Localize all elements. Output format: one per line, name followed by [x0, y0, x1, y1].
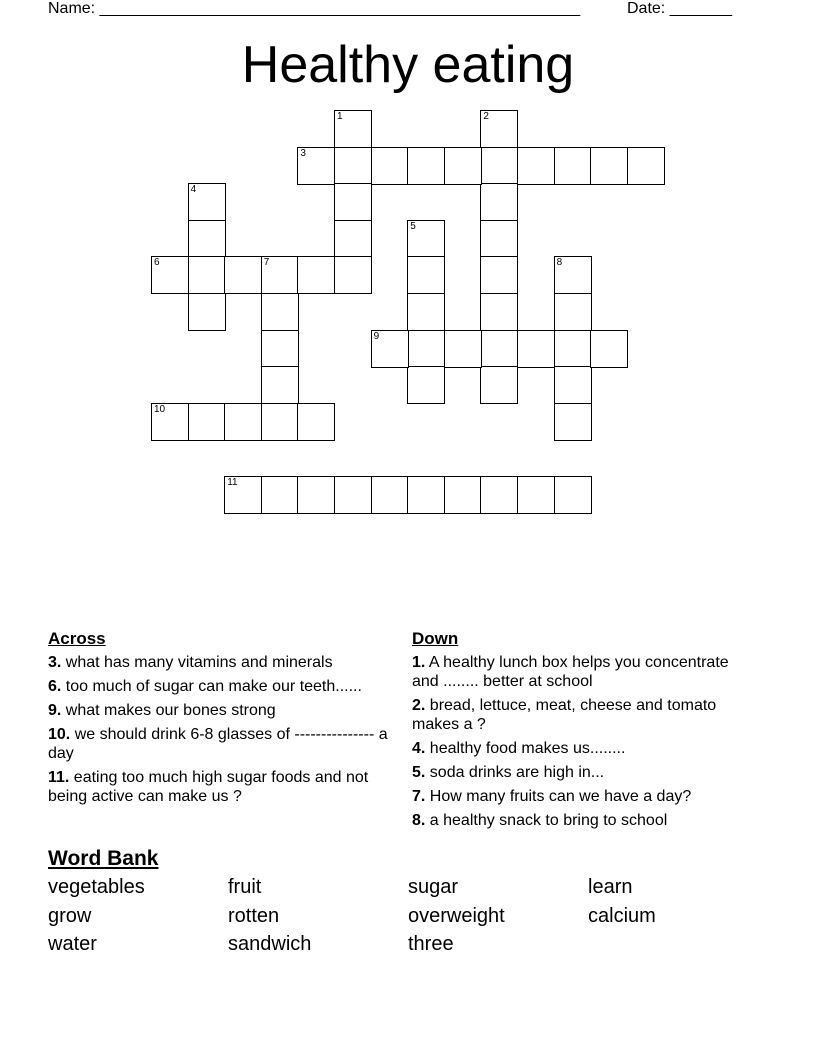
clue-item — [48, 677, 393, 696]
word-bank-item: grow — [48, 904, 92, 927]
word-bank — [48, 846, 768, 959]
crossword-cell[interactable] — [627, 147, 665, 185]
crossword-cell[interactable] — [407, 147, 445, 185]
crossword-cell[interactable] — [407, 256, 445, 294]
crossword-cell[interactable] — [297, 147, 335, 185]
crossword-cell[interactable] — [517, 330, 555, 368]
crossword-cell[interactable] — [590, 147, 628, 185]
crossword-cell[interactable] — [554, 330, 592, 368]
crossword-cell[interactable] — [261, 256, 299, 294]
clue-item-text: too much of sugar can make our teeth...... — [61, 678, 362, 695]
clue-item-text: eating too much high sugar foods and not being active can make us ? — [48, 769, 369, 805]
crossword-cell[interactable] — [334, 183, 372, 221]
crossword-cell[interactable] — [554, 366, 592, 404]
word-bank-heading: Word Bank — [48, 847, 159, 870]
crossword-cell[interactable] — [334, 220, 372, 258]
crossword-cell[interactable] — [297, 403, 335, 441]
clue-item-number: 6. — [48, 678, 62, 695]
clue-item-number: 5. — [412, 764, 426, 781]
clue-item-number: 10. — [48, 726, 71, 743]
word-bank-item: vegetables — [48, 876, 145, 898]
crossword-cell[interactable] — [407, 293, 445, 331]
word-bank-item: overweight — [408, 904, 505, 927]
clue-item-number: 3. — [48, 654, 62, 671]
crossword-cell[interactable] — [371, 330, 409, 368]
crossword-cell[interactable] — [590, 330, 628, 368]
crossword-cell[interactable] — [480, 293, 518, 331]
crossword-cell[interactable] — [261, 293, 299, 331]
clue-number: 8 — [556, 257, 563, 269]
clue-item — [48, 725, 393, 763]
crossword-cell[interactable] — [407, 220, 445, 258]
clue-item-number: 8. — [412, 812, 426, 829]
crossword-cell[interactable] — [480, 220, 518, 258]
crossword-cell[interactable] — [480, 256, 518, 294]
crossword-cell[interactable] — [407, 476, 445, 514]
name-field-label: Name: ______________________________________________________ — [48, 0, 581, 17]
word-bank-item: rotten — [228, 904, 280, 927]
crossword-cell[interactable] — [444, 476, 482, 514]
clue-number: 6 — [154, 257, 160, 269]
clue-number: 11 — [227, 477, 238, 488]
across-heading: Across — [48, 629, 106, 648]
clue-number: 5 — [410, 220, 416, 232]
crossword-cell[interactable] — [407, 330, 445, 368]
clue-item — [412, 787, 752, 806]
clue-item-text: healthy food makes us........ — [425, 740, 626, 757]
clue-number: 7 — [263, 257, 270, 269]
clue-item-number: 1. — [412, 654, 426, 671]
clue-item-text: A healthy lunch box helps you concentrate and ........ better at school — [412, 654, 729, 690]
crossword-cell[interactable] — [188, 293, 226, 331]
page-title: Healthy eating — [241, 36, 575, 94]
down-heading: Down — [412, 629, 459, 648]
crossword-cell[interactable] — [444, 330, 482, 368]
crossword-cell[interactable] — [188, 183, 226, 221]
crossword-cell[interactable] — [480, 330, 518, 368]
down-clues — [412, 628, 752, 835]
clue-item-text: bread, lettuce, meat, cheese and tomato makes a ? — [412, 697, 717, 733]
clue-item-number: 11. — [48, 769, 70, 786]
down-clue-list — [412, 653, 752, 830]
clue-number: 2 — [483, 111, 489, 122]
word-bank-item: learn — [588, 876, 633, 898]
crossword-cell[interactable] — [188, 256, 226, 294]
clue-item — [412, 763, 752, 782]
crossword-cell[interactable] — [554, 403, 592, 441]
word-bank-grid — [48, 873, 768, 959]
clue-item-number: 4. — [412, 740, 426, 757]
crossword-cell[interactable] — [554, 293, 592, 331]
clue-number: 10 — [154, 403, 166, 415]
word-bank-item: three — [408, 933, 454, 955]
clue-item — [48, 653, 393, 672]
crossword-cell[interactable] — [261, 476, 299, 514]
crossword-cell[interactable] — [151, 403, 189, 441]
crossword-cell[interactable] — [554, 476, 592, 514]
crossword-cell[interactable] — [224, 476, 262, 514]
clue-number: 4 — [190, 184, 197, 196]
clue-item-text: How many fruits can we have a day? — [425, 788, 692, 805]
crossword-cell[interactable] — [261, 330, 299, 368]
clue-item-number: 7. — [412, 788, 426, 805]
crossword-cell[interactable] — [224, 256, 262, 294]
clue-item-text: what makes our bones strong — [61, 702, 276, 719]
crossword-cell[interactable] — [554, 147, 592, 185]
clue-number: 1 — [337, 111, 343, 122]
clue-item-number: 9. — [48, 702, 62, 719]
crossword-cell[interactable] — [480, 183, 518, 221]
word-bank-item: water — [48, 933, 97, 955]
clue-item — [412, 696, 752, 734]
clue-number: 3 — [300, 147, 306, 159]
clue-item — [412, 653, 752, 691]
crossword-cell[interactable] — [480, 110, 518, 148]
across-clue-list — [48, 653, 393, 806]
across-clues — [48, 628, 393, 811]
clue-item — [48, 701, 393, 720]
crossword-cell[interactable] — [188, 403, 226, 441]
crossword-cell[interactable] — [480, 476, 518, 514]
clue-item — [48, 768, 393, 806]
crossword-cell[interactable] — [297, 476, 335, 514]
crossword-cell[interactable] — [480, 366, 518, 404]
word-bank-item: sugar — [408, 876, 459, 898]
crossword-cell[interactable] — [297, 256, 335, 294]
crossword-cell[interactable] — [261, 366, 299, 404]
crossword-cell[interactable] — [517, 147, 555, 185]
crossword-cell[interactable] — [224, 403, 262, 441]
crossword-cell[interactable] — [517, 476, 555, 514]
clue-item-text: soda drinks are high in... — [425, 764, 605, 781]
crossword-cell[interactable] — [334, 256, 372, 294]
crossword-cell[interactable] — [261, 403, 299, 441]
clue-item-text: we should drink 6-8 glasses of --------------- a day — [48, 726, 388, 762]
crossword-cell[interactable] — [188, 220, 226, 258]
word-bank-item: calcium — [588, 904, 656, 927]
crossword-cell[interactable] — [334, 110, 372, 148]
crossword-cell[interactable] — [444, 147, 482, 185]
crossword-cell[interactable] — [371, 147, 409, 185]
date-field-label: Date: _______ — [627, 0, 732, 17]
crossword-cell[interactable] — [334, 147, 372, 185]
word-bank-item: sandwich — [228, 933, 312, 955]
crossword-cell[interactable] — [407, 366, 445, 404]
clue-item-text: a healthy snack to bring to school — [425, 812, 668, 829]
clue-item-number: 2. — [412, 697, 426, 714]
clue-item — [412, 811, 752, 830]
crossword-cell[interactable] — [480, 147, 518, 185]
crossword-cell[interactable] — [371, 476, 409, 514]
crossword-cell[interactable] — [554, 256, 592, 294]
clue-item-text: what has many vitamins and minerals — [61, 654, 333, 671]
crossword-cell[interactable] — [334, 476, 372, 514]
word-bank-item: fruit — [228, 876, 262, 898]
crossword-cell[interactable] — [151, 256, 189, 294]
clue-item — [412, 739, 752, 758]
clue-number: 9 — [373, 330, 380, 342]
